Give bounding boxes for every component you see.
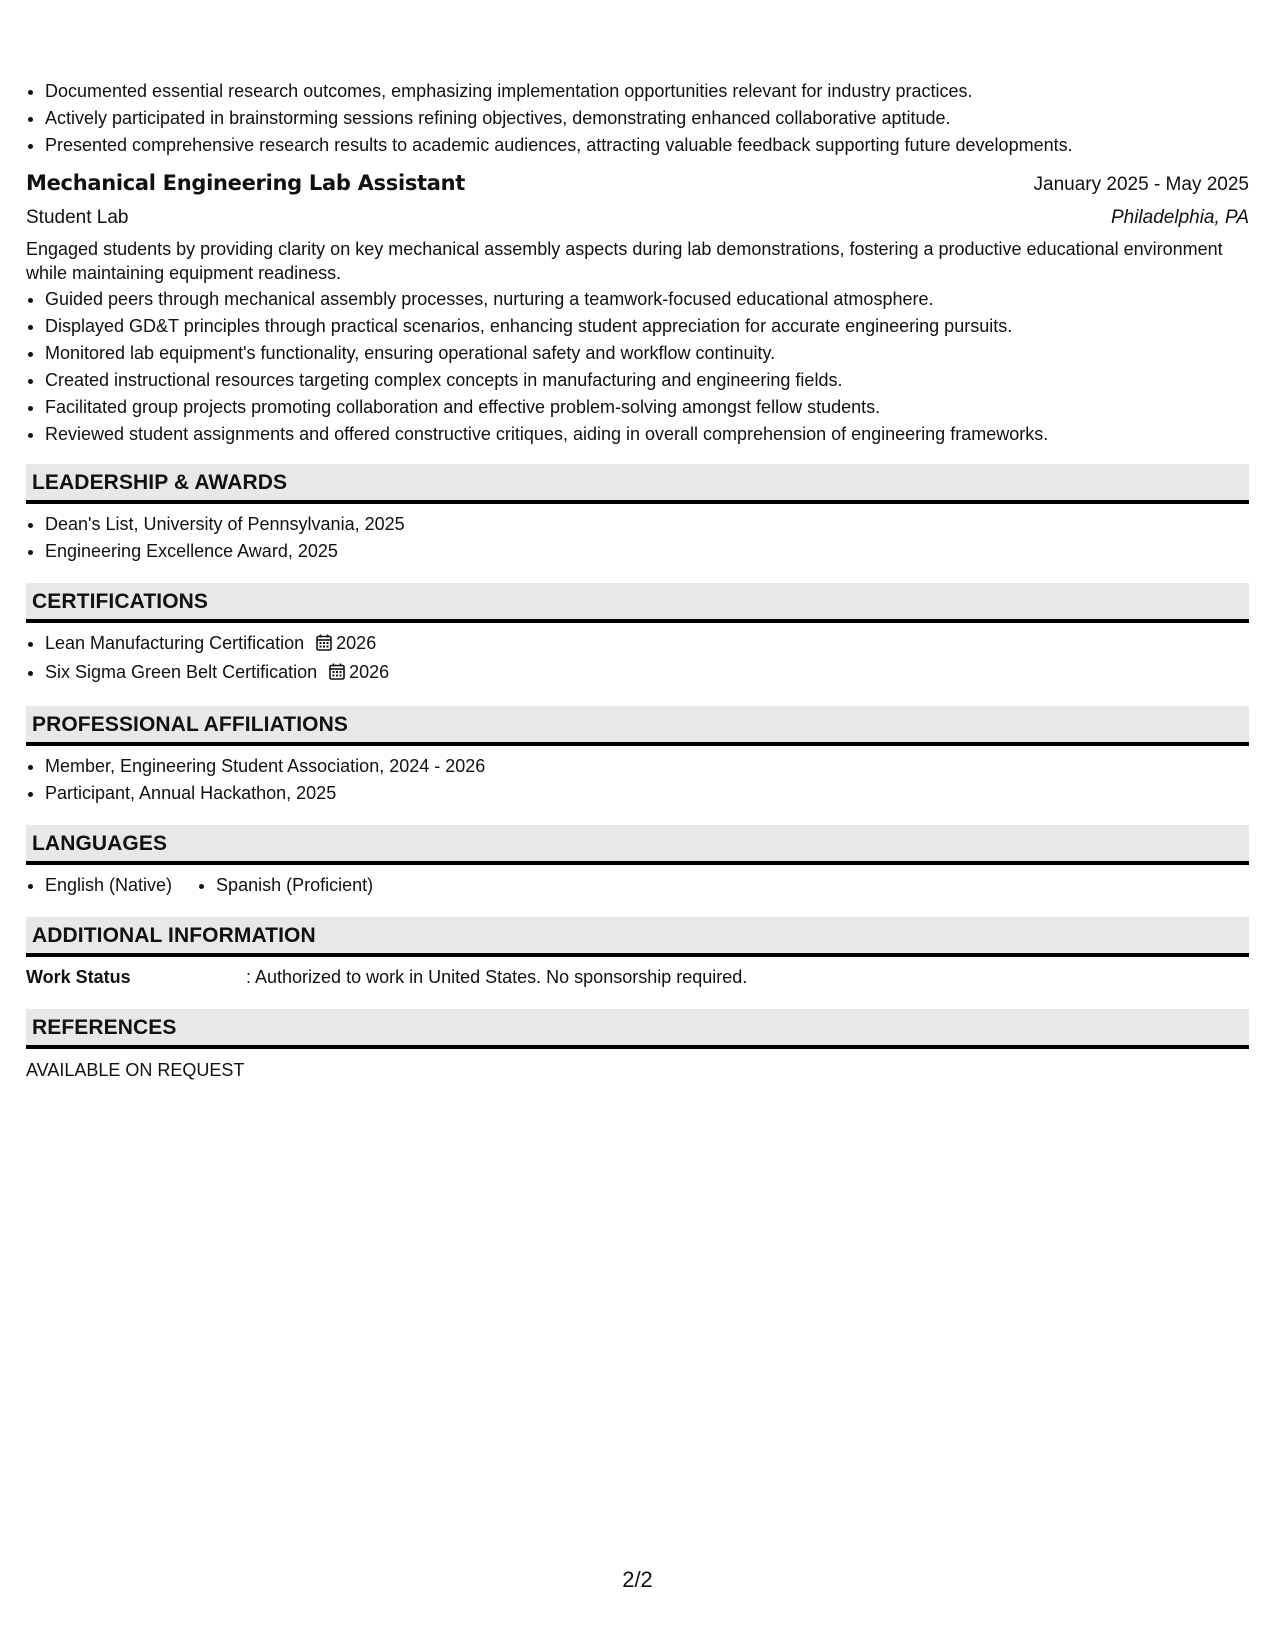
language-item: • Spanish (Proficient) <box>216 872 373 899</box>
list-item <box>45 659 1249 688</box>
page-number: 2/2 <box>622 1567 653 1592</box>
list-item: • Created instructional resources targeting complex concepts in manufacturing and engineering fields. <box>45 367 1249 394</box>
list-item: • Reviewed student assignments and offered constructive critiques, aiding in overall comprehension of engineering frameworks. <box>45 421 1249 448</box>
section-heading: PROFESSIONAL AFFILIATIONS <box>26 706 1249 746</box>
list-item: • Dean's List, University of Pennsylvania, 2025 <box>45 511 1249 538</box>
list-item: • Guided peers through mechanical assembly processes, nurturing a teamwork-focused educational atmosphere. <box>45 286 1249 313</box>
section-heading: CERTIFICATIONS <box>26 583 1249 623</box>
list-item: • Documented essential research outcomes, emphasizing implementation opportunities relevant for industry practices. <box>45 78 1249 105</box>
section-heading: REFERENCES <box>26 1009 1249 1049</box>
info-value: : Authorized to work in United States. No sponsorship required. <box>246 967 748 987</box>
section-heading: LEADERSHIP & AWARDS <box>26 464 1249 504</box>
section-heading: ADDITIONAL INFORMATION <box>26 917 1249 957</box>
references-text: AVAILABLE ON REQUEST <box>26 1060 245 1080</box>
leadership-section <box>26 464 1249 565</box>
list-item: • Displayed GD&T principles through practical scenarios, enhancing student appreciation for accurate engineering pursuits. <box>45 313 1249 340</box>
certification-year: 2026 <box>349 662 390 682</box>
list-item: • Presented comprehensive research results to academic audiences, attracting valuable feedback supporting future developments. <box>45 132 1249 159</box>
certification-name: Six Sigma Green Belt Certification <box>45 662 318 682</box>
info-key: Work Status <box>26 967 131 987</box>
list-item: • Actively participated in brainstorming sessions refining objectives, demonstrating enhanced collaborative aptitude. <box>45 105 1249 132</box>
language-item: • English (Native) <box>45 872 172 899</box>
list-item <box>45 630 1249 659</box>
job-title: Mechanical Engineering Lab Assistant <box>26 171 466 195</box>
certification-year: 2026 <box>336 633 377 653</box>
certification-name: Lean Manufacturing Certification <box>45 633 305 653</box>
job-bullets <box>26 286 1249 448</box>
previous-job-bullets <box>26 78 1249 159</box>
additional-info-section <box>26 917 1249 991</box>
certifications-section <box>26 583 1249 688</box>
list-item: • Monitored lab equipment's functionality, ensuring operational safety and workflow continuity. <box>45 340 1249 367</box>
section-heading: LANGUAGES <box>26 825 1249 865</box>
job-location: Philadelphia, PA <box>1110 207 1249 228</box>
list-item: • Participant, Annual Hackathon, 2025 <box>45 780 1249 807</box>
calendar-icon <box>316 632 332 659</box>
job-summary: Engaged students by providing clarity on key mechanical assembly aspects during lab demonstrations, fostering a productive educational environment while maintaining equipment readiness. <box>26 239 1223 283</box>
resume-page <box>26 78 1249 1084</box>
info-row <box>26 964 1249 991</box>
references-section <box>26 1009 1249 1084</box>
languages-section <box>26 825 1249 899</box>
calendar-icon <box>329 661 345 688</box>
list-item: • Engineering Excellence Award, 2025 <box>45 538 1249 565</box>
affiliations-section <box>26 706 1249 807</box>
job-entry <box>26 167 1249 448</box>
list-item: • Facilitated group projects promoting collaboration and effective problem-solving amongst fellow students. <box>45 394 1249 421</box>
job-dates: January 2025 - May 2025 <box>1033 174 1249 195</box>
job-organization: Student Lab <box>26 207 129 228</box>
list-item: • Member, Engineering Student Association, 2024 - 2026 <box>45 753 1249 780</box>
